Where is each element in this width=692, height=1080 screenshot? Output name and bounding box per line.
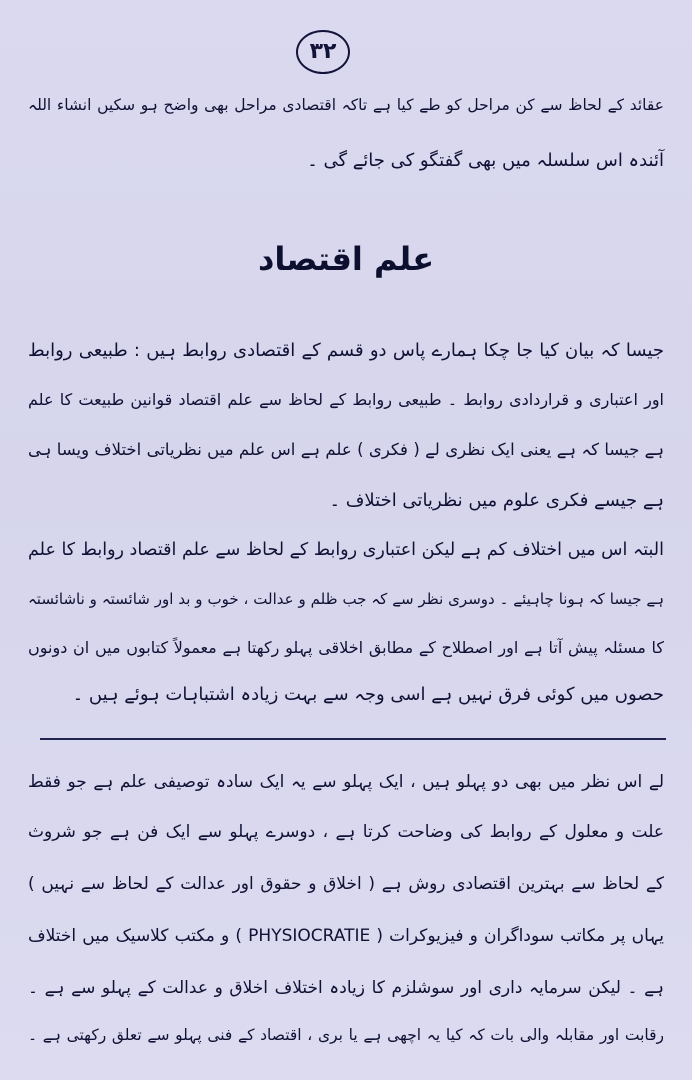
footnote-line: ہے ۔ لیکن سرمایہ داری اور سوشلزم کا زیادہ اختلاف اخلاق و عدالت کے پہلو سے ہے ۔ [28, 978, 664, 998]
intro-line: آئندہ اس سلسلہ میں بھی گفتگو کی جائے گی ۔ [307, 150, 664, 171]
paragraph-line: ہے جیسا کہ ہونا چاہیئے ۔ دوسری نظر سے کہ جب ظلم و عدالت ، خوب و بد اور شائستہ و ناشائستہ [28, 590, 664, 608]
footnote-separator [40, 738, 666, 740]
paragraph-line: حصوں میں کوئی فرق نہیں ہے اسی وجہ سے بہت زیادہ اشتباہات ہوئے ہیں ۔ [72, 684, 664, 705]
paragraph-line: ہے جیسا کہ ہے یعنی ایک نظری لے ( فکری ) علم ہے اس علم میں نظریاتی اختلاف ویسا ہی [28, 440, 664, 459]
paragraph-line: البتہ اس میں اختلاف کم ہے لیکن اعتباری روابط کے لحاظ سے علم اقتصاد روابط کا علم [28, 540, 664, 560]
paragraph-line: جیسا کہ بیان کیا جا چکا ہمارے پاس دو قسم کے اقتصادی روابط ہیں : طبیعی روابط [28, 340, 664, 361]
paragraph-line: ہے جیسے فکری علوم میں نظریاتی اختلاف ۔ [329, 490, 664, 511]
paragraph-line: کا مسئلہ پیش آتا ہے اور اصطلاح کے مطابق اخلاقی پہلو رکھتا ہے معمولاً کتابوں میں ان دونوں [28, 638, 665, 657]
paragraph-line: اور اعتباری و قراردادی روابط ۔ طبیعی روابط کے لحاظ سے علم اقتصاد قوانین طبیعت کا علم [28, 390, 664, 409]
footnote-line: یہاں پر مکاتب سوداگران و فیزیوکرات ( PHYSIOCRATIE ) و مکتب کلاسیک میں اختلاف [28, 926, 664, 946]
footnote-line: کے لحاظ سے بہترین اقتصادی روش ہے ( اخلاق و حقوق اور عدالت کے لحاظ سے نہیں ) [28, 874, 664, 894]
footnote-line: لے اس نظر میں بھی دو پہلو ہیں ، ایک پہلو سے یہ ایک سادہ توصیفی علم ہے جو فقط [28, 772, 664, 792]
footnote-line: علت و معلول کے روابط کی وضاحت کرتا ہے ، دوسرے پہلو سے ایک فن ہے جو شروث [28, 822, 664, 842]
footnote-line: رقابت اور مقابلہ والی بات کہ کیا یہ اچھی ہے یا بری ، اقتصاد کے فنی پہلو سے تعلق رکھتی ہے ۔ [28, 1026, 664, 1044]
intro-line: عقائد کے لحاظ سے کن مراحل کو طے کیا ہے تاکہ اقتصادی مراحل بھی واضح ہو سکیں انشاء اللہ [28, 96, 664, 114]
page-number: ۳۲ [296, 30, 350, 74]
section-heading: علم اقتصاد [257, 240, 435, 278]
